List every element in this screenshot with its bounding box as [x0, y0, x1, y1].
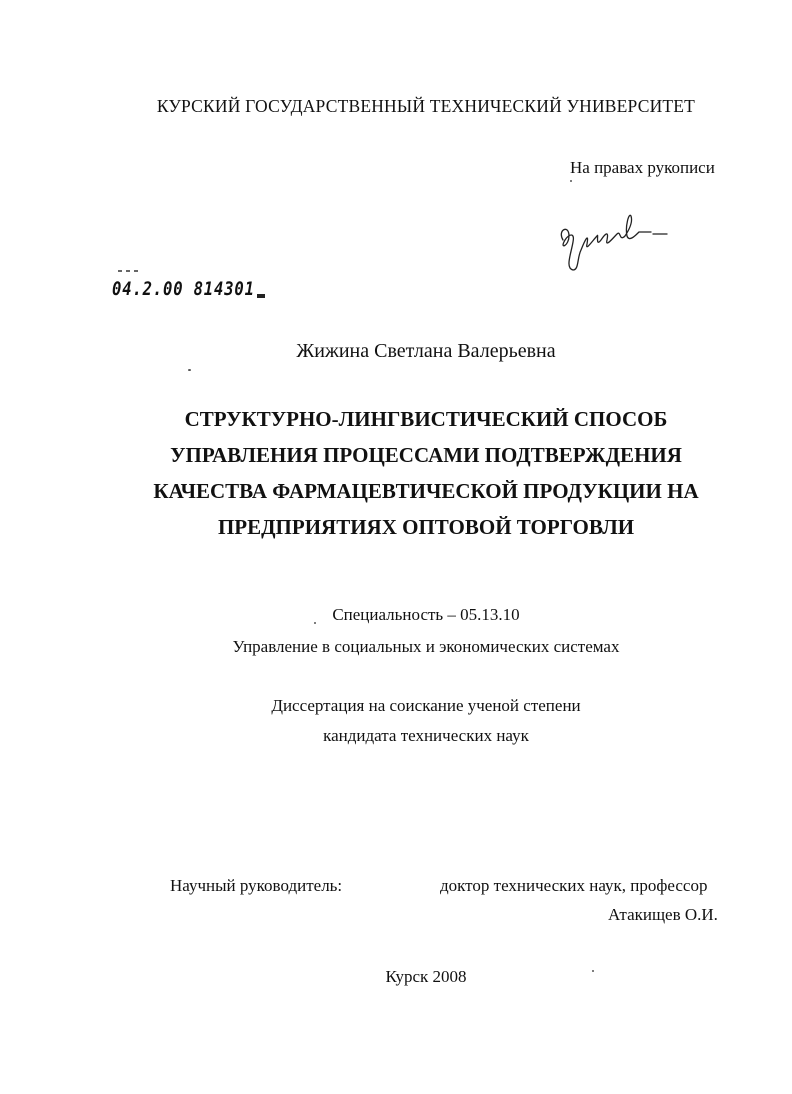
university-name: КУРСКИЙ ГОСУДАРСТВЕННЫЙ ТЕХНИЧЕСКИЙ УНИВЕРСИТЕТ: [156, 96, 696, 116]
supervisor-degree: доктор технических наук, профессор: [440, 876, 708, 895]
registration-stamp: 04.2.00 814301: [112, 278, 255, 300]
rights-note: На правах рукописи: [570, 158, 715, 177]
degree-line-2: кандидата технических наук: [323, 726, 529, 745]
scan-speck: [592, 970, 594, 972]
degree-line-1: Диссертация на соискание ученой степени: [271, 696, 581, 715]
place-and-year: Курск 2008: [385, 967, 467, 986]
specialty-code: Специальность – 05.13.10: [332, 605, 520, 624]
specialty-name: Управление в социальных и экономических системах: [232, 637, 620, 656]
scan-speck: [188, 369, 191, 371]
title-line: ПРЕДПРИЯТИЯХ ОПТОВОЙ ТОРГОВЛИ: [217, 515, 635, 539]
title-line: СТРУКТУРНО-ЛИНГВИСТИЧЕСКИЙ СПОСОБ: [184, 407, 668, 431]
title-line: УПРАВЛЕНИЯ ПРОЦЕССАМИ ПОДТВЕРЖДЕНИЯ: [170, 443, 682, 467]
scan-speck: [570, 180, 572, 182]
scan-speck: [314, 622, 316, 624]
stamp-dot: [257, 294, 265, 298]
handwritten-signature: [555, 210, 675, 280]
thesis-title: [0, 401, 792, 545]
stamp-ticks: [116, 268, 146, 274]
author-name: Жижина Светлана Валерьевна: [296, 340, 556, 362]
supervisor-name: Атакищев О.И.: [608, 905, 718, 924]
title-line: КАЧЕСТВА ФАРМАЦЕВТИЧЕСКОЙ ПРОДУКЦИИ НА: [153, 479, 699, 503]
supervisor-label: Научный руководитель:: [170, 876, 343, 895]
